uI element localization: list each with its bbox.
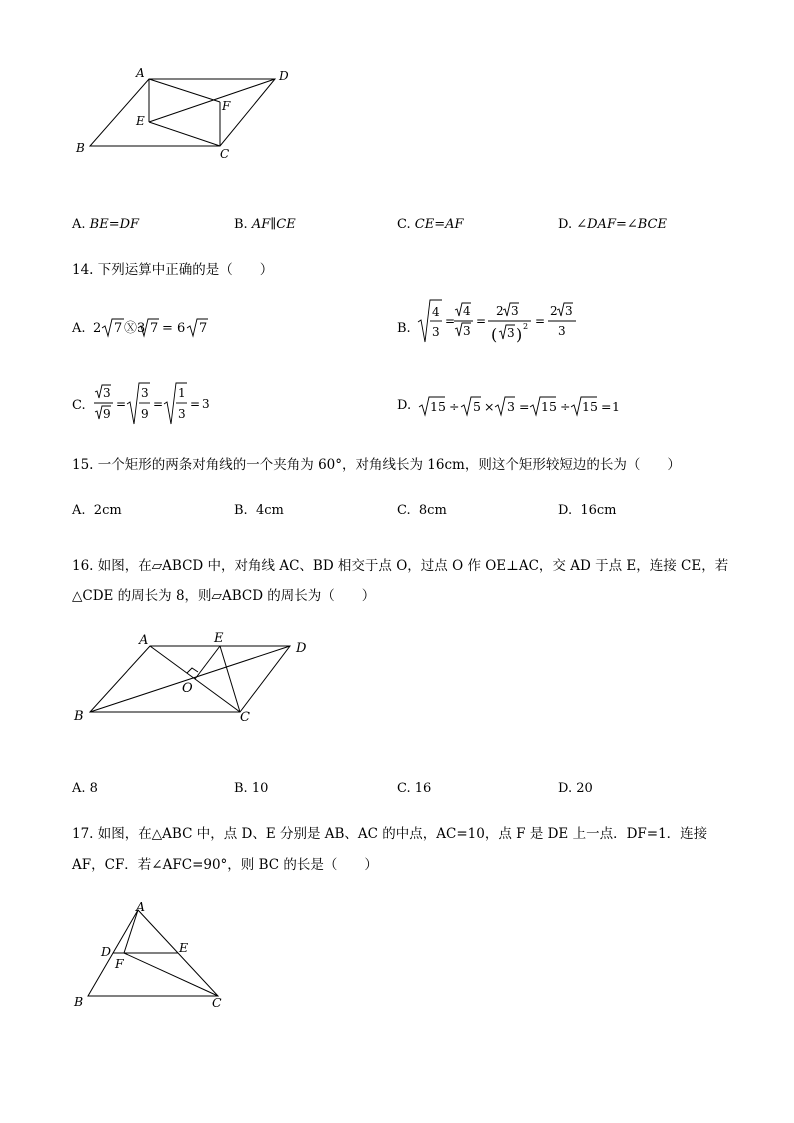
q14-option-b-expression	[416, 296, 596, 360]
svg-text:1: 1	[612, 399, 620, 414]
label-e: E	[214, 631, 224, 646]
svg-text:3: 3	[202, 397, 210, 411]
svg-text:=: =	[116, 397, 127, 411]
svg-text:3: 3	[507, 399, 515, 414]
svg-text:÷: ÷	[449, 399, 460, 414]
q15-stem: 15. 一个矩形的两条对角线的一个夹角为 60°，对角线长为 16cm，则这个矩形较短边的长为（ ）	[72, 457, 681, 473]
q14-option-a-expression	[93, 314, 213, 340]
q13-option-d[interactable]: D. ∠DAF=∠BCE	[558, 217, 667, 232]
svg-text:9: 9	[103, 407, 111, 421]
q16-figure	[70, 630, 330, 730]
svg-text:4: 4	[432, 305, 440, 319]
q16-stem-line1: 16. 如图，在▱ABCD 中，对角线 AC、BD 相交于点 O，过点 O 作 OE⊥AC，交 AD 于点 E，连接 CE，若	[72, 558, 729, 574]
q15-option-c[interactable]: C. 8cm	[397, 503, 447, 518]
q13-option-b[interactable]: B. AF∥CE	[234, 217, 296, 232]
q17-stem-line1: 17. 如图，在△ABC 中，点 D、E 分别是 AB、AC 的中点，AC=10，点 F 是 DE 上一点．DF=1．连接	[72, 826, 708, 842]
label-c: C	[212, 995, 222, 1010]
label-f: F	[222, 99, 231, 113]
svg-text:4: 4	[463, 304, 471, 318]
svg-text:=: =	[476, 314, 487, 328]
label-b: B	[74, 994, 84, 1009]
q14-option-c-expression	[92, 380, 232, 430]
svg-text:Ⓧ3: Ⓧ3	[124, 321, 146, 336]
q14-option-b-key[interactable]: B.	[397, 321, 411, 336]
q14-option-a-key[interactable]: A.	[72, 321, 86, 336]
svg-text:3: 3	[178, 407, 186, 421]
label-d: D	[296, 641, 307, 656]
svg-text:1: 1	[178, 386, 186, 400]
svg-text:÷: ÷	[560, 399, 571, 414]
label-f: F	[115, 956, 124, 971]
label-e: E	[179, 940, 189, 955]
svg-text:3: 3	[565, 304, 573, 318]
q14-option-d-key[interactable]: D.	[397, 398, 412, 413]
svg-text:2: 2	[550, 304, 558, 318]
q16-option-c[interactable]: C. 16	[397, 781, 432, 796]
q14-option-d-expression	[418, 393, 628, 419]
label-d: D	[101, 944, 112, 959]
q14-option-c-key[interactable]: C.	[72, 398, 86, 413]
svg-text:=: =	[519, 399, 530, 414]
svg-text:3: 3	[558, 324, 566, 338]
svg-text:): )	[516, 325, 523, 344]
label-a: A	[136, 66, 145, 80]
svg-text:9: 9	[141, 407, 149, 421]
svg-text:=: =	[601, 399, 612, 414]
svg-text:×: ×	[484, 399, 495, 414]
label-b: B	[76, 141, 85, 155]
svg-text:3: 3	[511, 304, 519, 318]
svg-text:15: 15	[430, 399, 446, 414]
svg-text:7: 7	[150, 321, 159, 336]
q16-stem-line2: △CDE 的周长为 8，则▱ABCD 的周长为（ ）	[72, 588, 376, 604]
label-c: C	[240, 710, 250, 725]
q17-figure	[70, 898, 240, 1013]
svg-text:=: =	[445, 314, 456, 328]
q15-option-d[interactable]: D. 16cm	[558, 503, 617, 518]
svg-text:7: 7	[114, 321, 123, 336]
svg-text:3: 3	[432, 325, 440, 339]
label-b: B	[74, 709, 84, 724]
q15-option-b[interactable]: B. 4cm	[234, 503, 284, 518]
label-e: E	[136, 114, 145, 128]
svg-text:2: 2	[523, 322, 529, 331]
svg-text:= 6: = 6	[162, 321, 186, 336]
q13-option-a[interactable]: A. BE=DF	[72, 217, 140, 232]
svg-text:5: 5	[473, 399, 481, 414]
svg-text:15: 15	[582, 399, 598, 414]
q16-option-d[interactable]: D. 20	[558, 781, 593, 796]
svg-text:15: 15	[541, 399, 557, 414]
svg-text:3: 3	[463, 324, 471, 338]
q17-stem-line2: AF，CF．若∠AFC=90°，则 BC 的长是（ ）	[72, 857, 378, 873]
svg-text:3: 3	[141, 386, 149, 400]
q15-option-a[interactable]: A. 2cm	[72, 503, 122, 518]
q13-option-c[interactable]: C. CE=AF	[397, 217, 464, 232]
q13-figure	[70, 62, 310, 167]
parallelogram-abcd	[90, 79, 275, 146]
svg-text:=: =	[190, 397, 201, 411]
svg-text:=: =	[535, 314, 546, 328]
q16-option-a[interactable]: A. 8	[72, 781, 98, 796]
label-a: A	[139, 633, 149, 648]
svg-text:3: 3	[507, 326, 515, 340]
svg-text:(: (	[491, 325, 498, 344]
label-a: A	[136, 899, 146, 914]
label-d: D	[279, 69, 289, 83]
svg-text:2: 2	[496, 304, 504, 318]
label-c: C	[220, 147, 230, 161]
q14-stem: 14. 下列运算中正确的是（ ）	[72, 262, 274, 278]
label-o: O	[182, 681, 193, 696]
q16-option-b[interactable]: B. 10	[234, 781, 269, 796]
svg-text:2: 2	[93, 321, 102, 336]
svg-text:=: =	[153, 397, 164, 411]
svg-text:3: 3	[103, 386, 111, 400]
svg-text:7: 7	[199, 321, 208, 336]
